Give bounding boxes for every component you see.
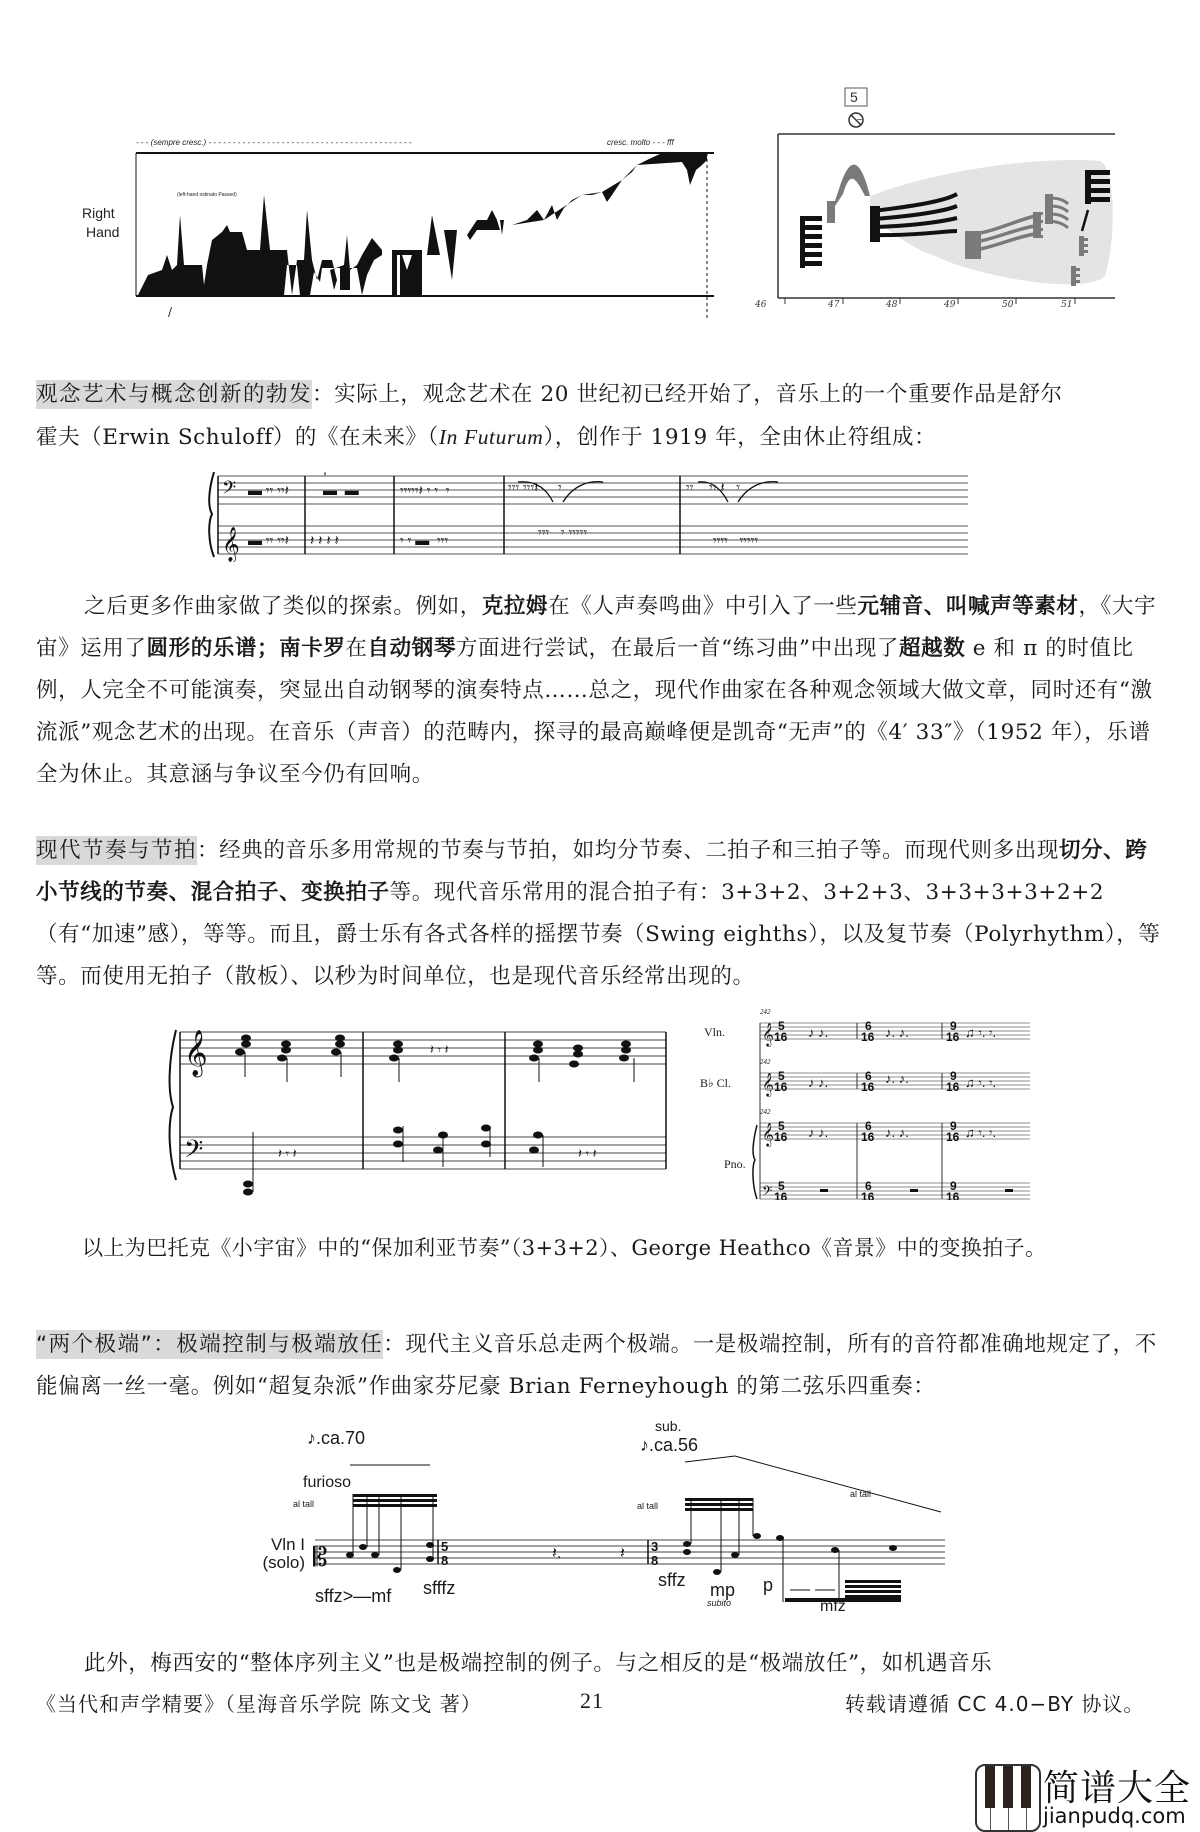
in-futurum-score [208, 462, 968, 562]
section1-text-line1: 实际上，观念艺术在 20 世纪初已经开始了，音乐上的一个重要作品是舒尔 [334, 382, 1063, 407]
bartok-mikrokosmos-score [168, 1022, 668, 1202]
ts-3: 3 [651, 1539, 659, 1554]
ts-16: 16 [774, 1190, 788, 1200]
ts-5: 5 [778, 1119, 785, 1133]
svg-text:𝄾𝄾𝄾𝄾𝄾𝄽 𝄾 𝄾 𝄾: 𝄾𝄾𝄾𝄾𝄾𝄽 𝄾 𝄾 𝄾 [400, 482, 450, 498]
ts-5: 5 [441, 1539, 449, 1554]
s3-text-1: 现代主义音乐总走两个极端。一是极端控制，所有的音符都准确地规定了，不能偏离一丝一毫。例如“超复杂派”作曲家芬尼豪 Brian Ferneyhough 的第二弦乐四重奏： [36, 1332, 1157, 1399]
svg-text:𝄽 𝄾 𝄽: 𝄽 𝄾 𝄽 [430, 1042, 449, 1057]
ts-9: 9 [950, 1069, 957, 1083]
watermark-logo [975, 1760, 1200, 1831]
ts-16: 16 [946, 1080, 960, 1094]
p2-text-1: 之后更多作曲家做了类似的探索。例如， [84, 594, 482, 619]
svg-text:♫ 𝄾. 𝄾.: ♫ 𝄾. 𝄾. [965, 1125, 997, 1140]
furioso-marking: furioso [303, 1474, 352, 1491]
ts-5: 5 [778, 1069, 785, 1083]
p2-text-3: ，《大宇宙》运用了 [36, 594, 1157, 661]
svg-text:𝄡: 𝄡 [313, 1542, 328, 1572]
svg-text:𝄾𝄾𝄾 𝄾 𝄾𝄾𝄾𝄾𝄾: 𝄾𝄾𝄾 𝄾 𝄾𝄾𝄾𝄾𝄾 [538, 524, 588, 540]
section-heading-conceptual-art: 观念艺术与概念创新的勃发 [36, 382, 313, 407]
section-heading-two-extremes: “两个极端”：极端控制与极端放任 [36, 1332, 384, 1357]
ts-5: 5 [778, 1179, 785, 1193]
cresc-molto-annotation: cresc. molto - - - fff [607, 138, 674, 147]
graphic-score-right-hand [82, 120, 732, 320]
heading-colon: ： [383, 1332, 406, 1357]
svg-text:𝄾𝄾𝄾𝄾 𝄾𝄾𝄾𝄾𝄾: 𝄾𝄾𝄾𝄾 𝄾𝄾𝄾𝄾𝄾 [713, 532, 759, 548]
footer-license: 转载请遵循 CC 4.0−BY 协议。 [845, 1692, 1145, 1716]
al-tallone-marking: al tall [293, 1499, 315, 1509]
paragraph-composers-exploration [36, 586, 1164, 796]
ts-16: 16 [861, 1190, 875, 1200]
measure-number: 242 [760, 1058, 771, 1066]
hand-label: Hand [86, 224, 120, 240]
svg-text:𝄞: 𝄞 [762, 1074, 774, 1096]
instrument-solo: (solo) [262, 1553, 305, 1572]
watermark-title: 简谱大全 [1043, 1768, 1192, 1809]
svg-text:♪. ♪.: ♪. ♪. [885, 1125, 909, 1140]
section-two-extremes [36, 1324, 1164, 1408]
dynamic-sfffz: sfffz [423, 1578, 456, 1598]
footer-book-title: 《当代和声学精要》（星海音乐学院 陈文戈 著） [36, 1692, 482, 1716]
instrument-piano: Pno. [724, 1157, 746, 1171]
right-label: Right [82, 205, 115, 221]
p2-text-2: 在《人声奏鸣曲》中引入了一些 [548, 594, 858, 619]
ts-6: 6 [865, 1069, 872, 1083]
tick-49: 49 [944, 300, 956, 310]
al-tallone-marking: al tall [850, 1489, 872, 1499]
svg-text:▬ 𝄾𝄾 𝄾𝄾𝄽: ▬ 𝄾𝄾 𝄾𝄾𝄽 [248, 482, 289, 498]
ts-5: 5 [778, 1019, 785, 1033]
svg-text:𝄢: 𝄢 [184, 1136, 204, 1169]
tick-46: 46 [755, 300, 767, 310]
p2-text-4: 在 [345, 636, 368, 661]
svg-text:𝄞: 𝄞 [762, 1124, 774, 1146]
piano-keys-icon [975, 1764, 1041, 1832]
ts-9: 9 [950, 1119, 957, 1133]
p2-bold-crumb: 克拉姆 [481, 594, 549, 619]
heathco-soundscape-score [700, 1005, 1030, 1200]
svg-text:𝄽 𝄽 𝄽 𝄽: 𝄽 𝄽 𝄽 𝄽 [310, 532, 339, 548]
svg-text:♫ 𝄾. 𝄾.: ♫ 𝄾. 𝄾. [965, 1025, 997, 1040]
section-heading-modern-rhythm: 现代节奏与节拍 [36, 838, 198, 863]
tick-47: 47 [828, 300, 840, 310]
ts-16: 16 [946, 1130, 960, 1144]
measure-number: 242 [760, 1108, 771, 1116]
dynamic-p: p [763, 1575, 774, 1595]
svg-text:𝄞: 𝄞 [762, 1024, 774, 1046]
figure-caption: 以上为巴托克《小宇宙》中的“保加利亚节奏”（3+3+2）、George Heathco《音景》中的变换拍子。 [82, 1236, 1047, 1260]
svg-text:▬ 𝄾𝄾 𝄾𝄾𝄽: ▬ 𝄾𝄾 𝄾𝄾𝄽 [248, 532, 289, 548]
ts-16: 16 [861, 1030, 875, 1044]
p2-bold-circular-score: 圆形的乐谱；南卡罗 [146, 636, 346, 661]
ts-16: 16 [774, 1030, 788, 1044]
tick-50: 50 [1002, 300, 1014, 310]
start-mark: / [168, 305, 173, 319]
svg-text:𝄞: 𝄞 [184, 1031, 208, 1075]
tempo-marking-70: ♪.ca.70 [307, 1428, 366, 1448]
svg-text:𝄽: 𝄽 [620, 1545, 625, 1562]
s2-text-1: 经典的音乐多用常规的节奏与节拍，如均分节奏、二拍子和三拍子等。而现代则多出现 [219, 838, 1059, 863]
svg-text:♪. ♪.: ♪. ♪. [885, 1071, 909, 1086]
ts-16: 16 [946, 1030, 960, 1044]
al-tallone-marking: al tall [637, 1501, 659, 1511]
svg-text:𝄽 𝄾 𝄽: 𝄽 𝄾 𝄽 [278, 1146, 297, 1161]
svg-text:♪ ♪.: ♪ ♪. [808, 1075, 829, 1090]
svg-text:▬ ▬: ▬ ▬ [323, 482, 359, 498]
watermark-url[interactable]: jianpudq.com [1043, 1804, 1186, 1828]
ts-8: 8 [651, 1553, 659, 1568]
dynamic-sffz-mf: sffz>—mf [315, 1586, 392, 1606]
in-futurum-title: In Futurum [438, 425, 544, 449]
tick-51: 51 [1061, 300, 1073, 310]
heading-colon: ： [312, 382, 335, 407]
ts-6: 6 [865, 1179, 872, 1193]
p2-bold-player-piano: 自动钢琴 [367, 636, 456, 661]
svg-text:𝄾𝄾𝄾 𝄾𝄾𝄾𝄽 𝄾: 𝄾𝄾𝄾 𝄾𝄾𝄾𝄽 𝄾 [508, 479, 562, 495]
ts-9: 9 [950, 1019, 957, 1033]
graphic-score-colored [755, 86, 1115, 316]
subito-label: sub. [655, 1418, 682, 1434]
instrument-violin: Vln. [704, 1025, 725, 1039]
svg-text:♪ ♪.: ♪ ♪. [808, 1025, 829, 1040]
box-number: 5 [850, 89, 858, 105]
svg-text:♪ ♪.: ♪ ♪. [808, 1125, 829, 1140]
section-modern-rhythm [36, 830, 1164, 998]
sempre-cresc-annotation: - - - (sempre cresc.) - - - - - - - - - - - - - - - - - - - - - - - - - - - - - - - - - - - - - - - - - - [136, 138, 412, 147]
breath-mark: , [323, 462, 327, 477]
ts-8: 8 [441, 1553, 449, 1568]
ts-6: 6 [865, 1119, 872, 1133]
tempo-marking-56: ♪.ca.56 [640, 1435, 699, 1455]
dynamic-sffz: sffz [658, 1570, 686, 1590]
svg-text:𝄾𝄾 𝄾𝄾 𝄽 𝄾: 𝄾𝄾 𝄾𝄾 𝄽 𝄾 [686, 479, 741, 495]
ts-9: 9 [950, 1179, 957, 1193]
svg-text:𝄽 𝄾 𝄽: 𝄽 𝄾 𝄽 [578, 1146, 597, 1161]
svg-text:𝄞: 𝄞 [222, 528, 240, 561]
section1-text-line2b: ），创作于 1919 年，全由休止符组成： [543, 425, 937, 450]
ts-16: 16 [861, 1080, 875, 1094]
paragraph-messiaen: 此外，梅西安的“整体序列主义”也是极端控制的例子。与之相反的是“极端放任”，如机遇音乐 [84, 1651, 993, 1676]
svg-text:𝄢: 𝄢 [762, 1185, 773, 1200]
dynamic-mp: mp [710, 1580, 736, 1600]
ts-16: 16 [946, 1190, 960, 1200]
svg-text:♪. ♪.: ♪. ♪. [885, 1025, 909, 1040]
section1-text-line2a: 霍夫（Erwin Schuloff）的《在未来》（ [36, 425, 439, 450]
p2-text-5: 方面进行尝试，在最后一首“练习曲”中出现了 [455, 636, 900, 661]
instrument-violin-1: Vln I [270, 1535, 305, 1554]
svg-text:𝄽.: 𝄽. [552, 1545, 562, 1562]
measure-number: 242 [760, 1008, 771, 1016]
tick-48: 48 [886, 300, 898, 310]
instrument-clarinet: B♭ Cl. [700, 1076, 732, 1090]
ts-16: 16 [774, 1130, 788, 1144]
ferneyhough-quartet-score [255, 1418, 945, 1615]
s2-bold-rhythms: 切分、跨小节线的节奏、混合拍子、变换拍子 [36, 838, 1148, 905]
p2-bold-vocal-materials: 元辅音、叫喊声等素材 [857, 594, 1079, 619]
s2-text-2: 等。现代音乐常用的混合拍子有：3+3+2、3+2+3、3+3+3+3+2+2（有“加速”感），等等。而且，爵士乐有各式各样的摇摆节奏（Swing eighths），以及复节奏（Polyrhythm），等等。而使用无拍子（散板）、以秒为时间单位，也是现代音乐经常出现的。 [36, 880, 1161, 989]
svg-text:♫ 𝄾. 𝄾.: ♫ 𝄾. 𝄾. [965, 1075, 997, 1090]
p2-bold-transcendental: 超越数 [899, 636, 966, 661]
inner-annotation: (left-hand ostinato Passed) [177, 192, 237, 198]
dynamic-mfz: mfz [820, 1598, 846, 1615]
page-number: 21 [580, 1688, 604, 1713]
ts-6: 6 [865, 1019, 872, 1033]
svg-text:𝄾 𝄾 ▬ 𝄾𝄾𝄾: 𝄾 𝄾 ▬ 𝄾𝄾𝄾 [400, 532, 449, 548]
p2-text-6: e 和 π 的时值比例，人完全不可能演奏，突显出自动钢琴的演奏特点……总之，现代作曲家在各种观念领域大做文章，同时还有“激流派”观念艺术的出现。在音乐（声音）的范畴内，探寻的最高巅峰便是凯奇“无声”的《4′ 33″》（1952 年），乐谱全为休止。其意涵与争议至今仍有回响。 [36, 636, 1153, 787]
ts-16: 16 [861, 1130, 875, 1144]
ts-16: 16 [774, 1080, 788, 1094]
svg-text:𝄢: 𝄢 [222, 477, 237, 502]
section-conceptual-art [36, 374, 1164, 459]
subito-marking: subito [707, 1598, 732, 1608]
heading-colon: ： [197, 838, 220, 863]
